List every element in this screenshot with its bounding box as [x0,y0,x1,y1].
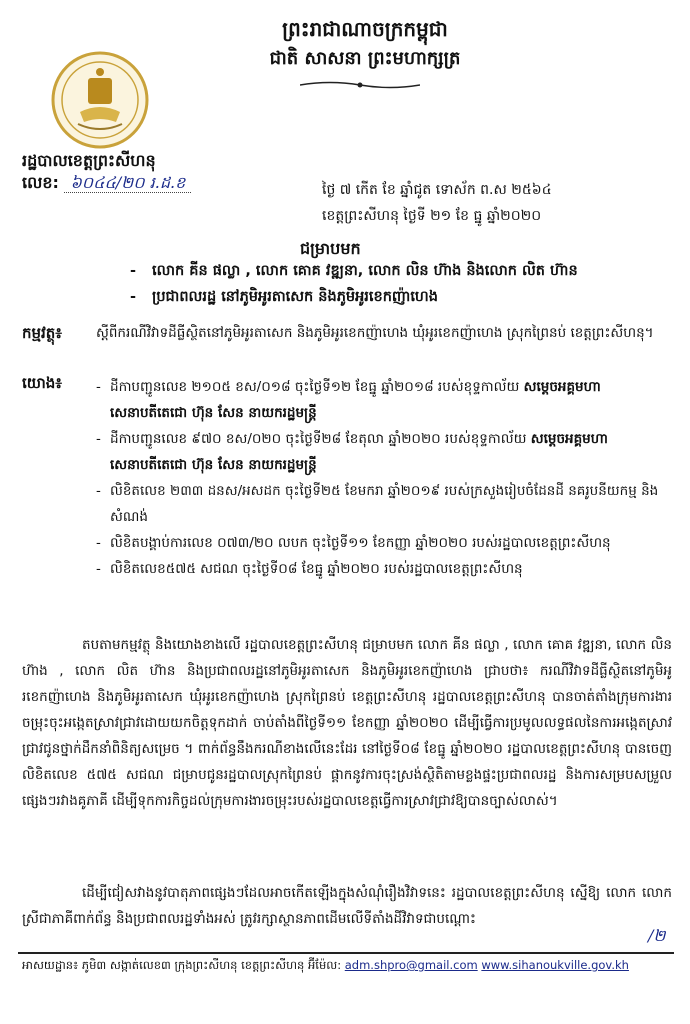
reference-item [96,374,671,426]
reference-text: ដីកាបញ្ជូនលេខ ២១០៥ ខស/០១៨ ចុះថ្ងៃទី១២ ខែធ្នូ ឆ្នាំ២០១៨ របស់ខុទ្ទកាល័យ [110,379,520,395]
recipient-list [130,258,670,310]
references-list [96,374,671,582]
recipient-item: - លោក គីន ផល្លា , លោក គោគ វឌ្ឍនា, លោក លិន ហ៊ាង និងលោក លិត ហ៊ាន [130,258,670,284]
reference-text: លិខិតបង្គាប់ការលេខ ០៧៣/២០ លបក ចុះថ្ងៃទី១១ ខែកញ្ញា ឆ្នាំ២០២០ របស់រដ្ឋបាលខេត្តព្រះសីហនុ [110,535,611,551]
kingdom-title: ព្រះរាជាណាចក្រកម្ពុជា [282,17,448,41]
solar-date [322,206,541,227]
reference-item [96,556,671,582]
reference-item [96,530,671,556]
body-paragraph-2: ដើម្បីជៀសវាងនូវបាតុភាពផ្សេងៗដែលអាចកើតឡើងក្នុងសំណុំរឿងវិវាទនេះ រដ្ឋបាលខេត្តព្រះសីហនុ ស្នើឱ្យ លោក លោកស្រីជាភាគីពាក់ព័ន្ធ និងប្រជាពលរដ្ឋទាំងអស់ ត្រូវរក្សាស្ថានភាពដើមលើទីតាំងដីវិវាទជាបណ្ដោះ [22,885,672,927]
reference-item [96,478,671,530]
letter-number-value: ៦០៤៤/២០ រ.ដ.ខ [64,173,191,193]
page-continuation-mark: /២ [648,926,666,945]
subject-label: កម្មវត្ថុ៖ [22,324,62,342]
kingdom-heading [200,14,530,74]
footer-address: អាសយដ្ឋាន៖ ភូមិ៣ សង្កាត់លេខ៣ ក្រុងព្រះសីហនុ ខេត្តព្រះសីហនុ អ៊ីម៉ែល: [22,958,342,972]
sender-name: រដ្ឋបាលខេត្តព្រះសីហនុ [22,151,156,170]
letter-number-label: លេខ: [22,173,59,192]
subject-text: ស្ដីពីករណីវិវាទដីធ្លីស្ថិតនៅភូមិអូរតាសេក និងភូមិអូរខេកញ៉ាហេង ឃុំអូរខេកញ៉ាហេង ស្រុកព្រៃនប់ ខេត្តព្រះសីហនុ។ [96,325,654,341]
footer-website-link[interactable]: www.sihanoukville.gov.kh [481,958,629,972]
reference-text: ដីកាបញ្ជូនលេខ ៩៧០ ខស/០២០ ចុះថ្ងៃទី២៨ ខែតុលា ឆ្នាំ២០២០ របស់ខុទ្ទកាល័យ [110,431,527,447]
lunar-date-text: ថ្ងៃ ៧ កើត ខែ ឆ្នាំជូត ទោស័ក ព.ស ២៥៦៤ [322,182,552,198]
national-motto: ជាតិ សាសនា ព្រះមហាក្សត្រ [269,48,461,69]
letter-number [22,172,191,196]
solar-date-text: ខេត្តព្រះសីហនុ ថ្ងៃទី ២១ ខែ ធ្នូ ឆ្នាំ២០២០ [322,208,542,224]
reference-text: លិខិតលេខ ២៣៣ ដនស/អសដក ចុះថ្ងៃទី២៥ ខែមករា ឆ្នាំ២០១៩ របស់ក្រសួងរៀបចំដែនដី នគរូបនីយកម្ម និងសំណង់ [110,483,659,525]
lunar-date [322,180,552,201]
footer-divider [18,952,674,954]
references-label: យោង៖ [22,374,62,392]
reference-authority: សម្ដេចអគ្គមហាសេនាបតីតេជោ ហ៊ុន សែន នាយករដ្ឋមន្ត្រី [110,379,601,421]
reference-authority: សម្ដេចអគ្គមហាសេនាបតីតេជោ ហ៊ុន សែន នាយករដ្ឋមន្ត្រី [110,431,608,473]
subject-row [22,320,672,346]
reference-text: លិខិតលេខ៥៧៥ សជណ ចុះថ្ងៃទី០៨ ខែធ្នូ ឆ្នាំ២០២០ របស់រដ្ឋបាលខេត្តព្រះសីហនុ [110,561,523,577]
provincial-seal-icon [50,50,150,150]
ornament-divider-icon [300,80,420,90]
reference-item [96,426,671,478]
body-paragraph-1: តបតាមកម្មវត្ថុ និងយោងខាងលើ រដ្ឋបាលខេត្តព្រះសីហនុ ជម្រាបមក លោក គីន ផល្លា , លោក គោគ វឌ្ឍនា, លោក លិន ហ៊ាង , លោក លិត ហ៊ាន និងប្រជាពលរដ្ឋនៅភូមិអូរតាសេក និងភូមិអូរខេកញ៉ាហេង ជ្រាបថា៖ ករណីវិវាទដីធ្លីស្ថិតនៅភូមិអូរខេកញ៉ាហេង និងភូមិអូរតាសេក ឃុំអូរខេកញ៉ាហេង ស្រុកព្រៃនប់ ខេត្តព្រះសីហនុ រដ្ឋបាលខេត្តព្រះសីហនុ បានចាត់តាំងក្រុមការងារចម្រុះចុះអង្កេតស្រាវជ្រាវដោយយកចិត្តទុកដាក់ ចាប់តាំងពីថ្ងៃទី១១ ខែកញ្ញា ឆ្នាំ២០២០ ដើម្បីធ្វើការប្រមូលលទ្ធផលនៃការអង្កេតស្រាវជ្រាវជូនថ្នាក់ដឹកនាំពិនិត្យសម្រេច ។ ពាក់ព័ន្ធនឹងករណីខាងលើនេះដែរ នៅថ្ងៃទី០៨ ខែធ្នូ ឆ្នាំ២០២០ រដ្ឋបាលខេត្តព្រះសីហនុ បានចេញលិខិតលេខ ៥៧៥ សជណ ជម្រាបជូនរដ្ឋបាលស្រុកព្រៃនប់ ផ្ដាកនូវការចុះស្រង់ស្ថិតិតាមខ្លងផ្ទះប្រជាពលរដ្ឋ និងការសម្របសម្រួលផ្សេងៗរវាងគូភាគី ដើម្បីទុកការកិច្ចដល់ក្រុមការងារចម្រុះរបស់រដ្ឋបាលខេត្តធ្វើការស្រាវជ្រាវឱ្យបានច្បាស់លាស់។ [22,637,672,809]
notice-title: ជម្រាបមក [300,239,361,258]
footer-email-link[interactable]: adm.shpro@gmail.com [344,958,478,972]
recipient-item: - ប្រជាពលរដ្ឋ នៅភូមិអូរតាសេក និងភូមិអូរខេកញ៉ាហេង [130,284,670,310]
footer [22,958,672,975]
